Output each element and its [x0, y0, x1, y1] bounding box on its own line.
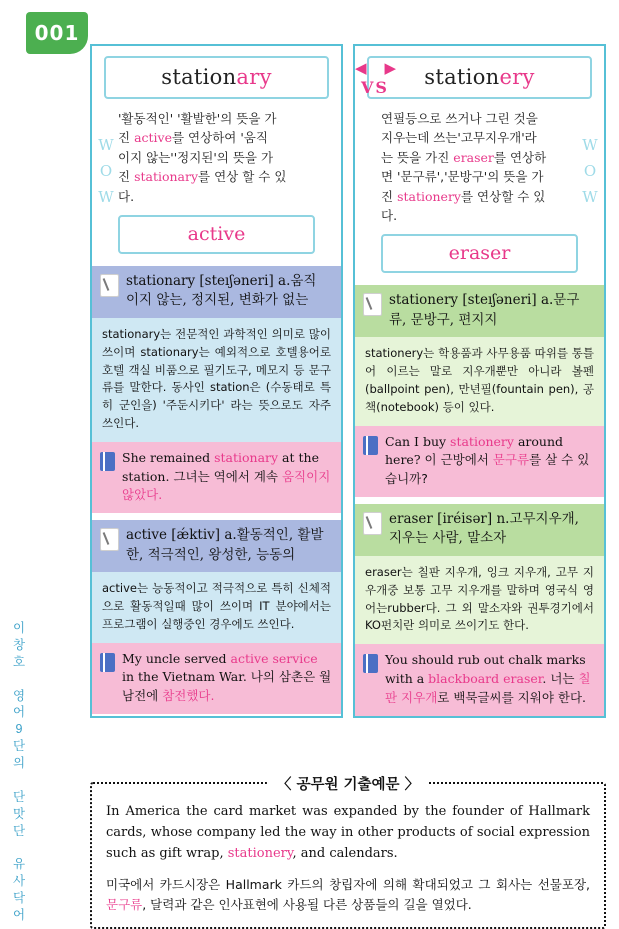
mnemonic-text-right: [381, 109, 578, 225]
example-en-fragment: She remained: [122, 449, 215, 465]
example-sentence-eraser: [355, 644, 604, 715]
headword-suffix: ary: [236, 65, 272, 89]
wow-letter: O: [583, 162, 597, 180]
mnemonic-line: [118, 167, 315, 186]
example-text: [385, 651, 596, 707]
example-en-fragment: around here?: [385, 433, 564, 468]
example-ko-fragment: 나의 삼촌은 월남전에: [122, 669, 332, 704]
entry-pos: a.: [278, 272, 291, 289]
pen-icon: [363, 293, 382, 316]
example-en-fragment: .: [542, 671, 547, 686]
exam-en-fragment: In America the card market was expanded by the founder of Hallmark cards, whose company led the way in other products of social expression such as gift wrap,: [106, 804, 590, 861]
entry-ipa: [ǽktiv]: [171, 527, 221, 544]
mnemonic-fragment: 를 연상하여 '움직: [172, 130, 268, 146]
mnemonic-line: 다.: [381, 207, 398, 223]
example-ko-keyword: 참전했다.: [162, 688, 215, 704]
mnemonic-fragment: 진: [381, 188, 398, 204]
side-strip-char: 어: [12, 705, 26, 720]
versus-marker: [343, 62, 407, 97]
example-ko-fragment: 그녀는 역에서 계속: [173, 468, 282, 484]
side-strip-char: [6, 772, 32, 789]
entry-definition-line: [389, 291, 596, 330]
example-ko-fragment: 이 근방에서: [424, 452, 493, 468]
exam-sentence-ko: [106, 875, 590, 915]
entry-meaning: 움직 이지 않는, 정지된, 변화가 없는: [126, 272, 317, 309]
example-sentence-stationery: [355, 426, 604, 497]
mnemonic-text-left: [118, 109, 315, 206]
pen-icon: [100, 528, 119, 551]
entry-header-stationery: [355, 285, 604, 337]
book-icon: [100, 452, 115, 471]
mnemonic-fragment: 를 연상하: [493, 149, 547, 165]
example-sentence-stationary: [92, 442, 341, 513]
entry-definition-line: [126, 272, 333, 311]
mnemonic-line: '활동적인' '활발한'의 뜻을 가: [118, 111, 277, 126]
wow-letters-right: [582, 132, 598, 210]
example-en-fragment: in the Vietnam War.: [122, 669, 247, 685]
exam-box-title: 〈 공무원 기출예문 〉: [267, 773, 429, 794]
comparison-columns: [90, 44, 606, 718]
mnemonic-line: 이지 않는''정지된'의 뜻을 가: [118, 149, 274, 165]
exam-ko-fragment: 미국에서 카드시장은 Hallmark 카드의 창립자에 의해 확대되었고 그 회사는 선물포장,: [106, 877, 590, 893]
mnemonic-keyword: active: [134, 130, 172, 146]
side-strip-char: 맛: [12, 806, 26, 821]
example-sentence-active: [92, 643, 341, 714]
mnemonic-fragment: 를 연상할 수 있: [461, 188, 546, 204]
versus-label: VS: [361, 78, 389, 97]
pen-icon: [100, 274, 119, 297]
book-icon: [100, 653, 115, 672]
entry-explanation-active: active는 능동적이고 적극적으로 특히 신체적으로 활동적일때 많이 쓰이며 IT 분야에서는 프로그램이 실행중인 경우에도 쓰인다.: [92, 572, 341, 642]
pen-icon: [363, 512, 382, 535]
entry-pos: a.: [540, 292, 554, 309]
example-text: [122, 449, 333, 505]
headword-stationary: [104, 56, 329, 99]
side-strip-char: 단: [12, 739, 26, 754]
entry-word: stationary: [126, 272, 196, 289]
example-ko-keyword: 칠판 지우개: [385, 671, 591, 705]
exam-ko-keyword: 문구류: [106, 897, 143, 913]
example-ko-fragment: 너는: [550, 671, 579, 686]
entry-header-active: [92, 520, 341, 572]
double-arrow-icon: ◀ ▶: [354, 60, 396, 77]
entry-header-stationary: [92, 266, 341, 318]
exam-en-keyword: stationery: [227, 845, 293, 861]
exam-example-box: [90, 777, 606, 929]
mnemonic-line: [381, 148, 578, 167]
wow-letters-left: [98, 132, 114, 210]
wow-letter: W: [98, 136, 114, 154]
entry-word: active: [126, 527, 167, 544]
example-ko-keyword: 문구류: [492, 452, 530, 468]
exam-sentence-en: [106, 802, 590, 864]
mnemonic-fragment: 는 뜻을 가진: [381, 149, 454, 165]
entry-explanation-eraser: eraser는 칠판 지우개, 잉크 지우개, 고무 지우개중 보통 고무 지우개를 말하며 영국식 영어는rubber다. 그 외 말소자와 권투경기에서 KO펀치란 의미로 쓰이기도 한다.: [355, 556, 604, 644]
wow-letter: O: [99, 162, 113, 180]
exam-en-fragment: , and calendars.: [292, 845, 398, 861]
example-en-fragment: You should rub out chalk marks with a: [385, 652, 586, 686]
side-strip-char: 사: [12, 874, 26, 889]
entry-word: eraser: [389, 510, 433, 527]
side-strip-char: 이: [12, 621, 26, 635]
side-strip-char: 유: [12, 857, 26, 872]
vertical-series-title: [6, 620, 32, 924]
mnemonic-fragment: 진: [118, 169, 135, 185]
mnemonic-line: 지우는데 쓰는'고무지우개'라: [381, 130, 537, 146]
entry-ipa: [steıʃəneri]: [462, 292, 537, 309]
entry-ipa: [iréisər]: [437, 510, 493, 527]
side-strip-char: 의: [12, 756, 26, 770]
example-en-fragment: Can I buy: [385, 433, 451, 449]
column-stationery: [353, 44, 606, 718]
mnemonic-keyword: stationary: [134, 169, 199, 185]
entry-word: stationery: [389, 292, 459, 309]
entry-explanation-stationary: stationary는 전문적인 과학적인 의미로 많이 쓰이며 stationary는 예외적으로 호텔용어로 호텔 객실 비품으로 필기도구, 메모지 등 문구류를 말한다. 동사인 station은 (수동태로 특히 군인을) '주둔시키다' 라는 뜻으로도 자주 쓰인다.: [92, 318, 341, 442]
example-text: [122, 650, 333, 706]
mnemonic-keyword: eraser: [453, 149, 494, 165]
side-strip-char: 창: [12, 637, 26, 652]
association-word-eraser: eraser: [381, 234, 578, 273]
mnemonic-fragment: 를 연상 할 수 있: [198, 169, 287, 185]
mnemonic-line: [118, 128, 315, 147]
mnemonic-line: [381, 187, 578, 206]
side-strip-char: 9: [15, 722, 23, 737]
mnemonic-line: 연필등으로 쓰거나 그린 것을: [381, 111, 538, 126]
wow-letter: W: [582, 188, 598, 206]
entry-pos: a.: [224, 527, 237, 544]
wow-letter: W: [582, 136, 598, 154]
association-word-active: active: [118, 215, 315, 254]
side-strip-char: 호: [12, 654, 26, 669]
book-icon: [363, 654, 378, 673]
side-strip-char: 영: [12, 688, 26, 703]
wow-letter: W: [98, 188, 114, 206]
mnemonic-keyword: stationery: [397, 188, 461, 204]
mnemonic-fragment: 진: [118, 130, 135, 146]
example-en-fragment: My uncle served: [122, 650, 231, 666]
side-strip-char: [6, 671, 32, 688]
entry-definition-line: [389, 510, 596, 549]
side-strip-char: 어: [12, 907, 26, 922]
book-icon: [363, 436, 378, 455]
example-en-keyword: stationery: [450, 433, 514, 449]
example-ko-fragment: 로 백묵글씨를 지워야 한다.: [437, 689, 587, 705]
page-number-badge: 001: [26, 12, 88, 54]
headword-stem: station: [161, 65, 237, 89]
side-strip-char: 단: [12, 789, 26, 804]
example-text: [385, 433, 596, 489]
entry-definition-line: [126, 526, 333, 565]
mnemonic-line: 다.: [118, 188, 135, 204]
section-divider: [355, 497, 604, 504]
side-strip-char: 단: [12, 823, 26, 838]
example-en-keyword: blackboard eraser: [428, 671, 543, 686]
entry-explanation-stationery: stationery는 학용품과 사무용품 따위를 통틀어 이르는 말로 지우개뿐만 아니라 볼펜(ballpoint pen), 만년필(fountain pen), 공책(notebook) 등이 있다.: [355, 337, 604, 425]
entry-ipa: [steıʃəneri]: [199, 272, 274, 289]
section-divider: [92, 513, 341, 520]
column-stationary: [90, 44, 343, 718]
mnemonic-line: 면 '문구류','문방구'의 뜻을 가: [381, 169, 544, 185]
entry-header-eraser: [355, 504, 604, 556]
exam-ko-fragment: , 달력과 같은 인사표현에 사용될 다른 상품들의 길을 열었다.: [142, 897, 472, 913]
example-en-keyword: stationary: [214, 449, 279, 465]
headword-stem: station: [424, 65, 500, 89]
entry-meaning: 활동적인, 활발한, 적극적인, 왕성한, 능동의: [126, 527, 324, 563]
example-en-keyword: active service: [230, 650, 318, 666]
example-ko-fragment: 를 살 수 있습니까?: [385, 452, 590, 487]
entry-meaning: 고무지우개, 지우는 사람, 말소자: [389, 510, 579, 547]
side-strip-char: 닥: [12, 891, 26, 905]
example-ko-keyword: 움직이지 않았다.: [122, 468, 331, 503]
example-en-fragment: at the station.: [122, 449, 319, 484]
entry-meaning: 문구류, 문방구, 편지지: [389, 292, 580, 328]
headword-suffix: ery: [499, 65, 535, 89]
side-strip-char: [6, 839, 32, 856]
entry-pos: n.: [496, 510, 510, 527]
